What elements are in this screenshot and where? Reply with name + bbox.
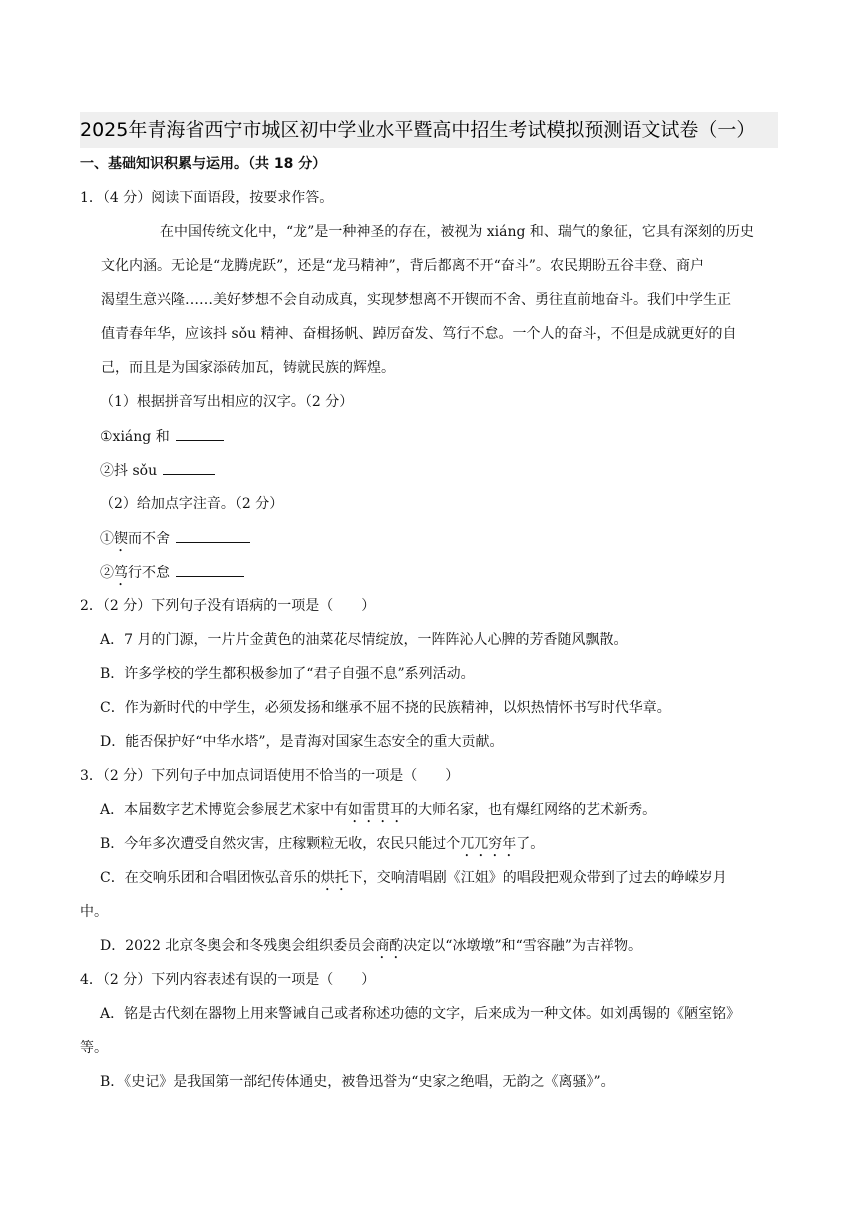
question-2-option-b: B．许多学校的学生都积极参加了“君子自强不息”系列活动。 — [100, 666, 475, 682]
question-3-option-b: B．今年多次遭受自然灾害，庄稼颗粒无收，农民只能过个兀兀穷年了。 — [100, 836, 545, 852]
answer-item-2b: ②笃行不怠 — [100, 562, 244, 589]
answer-blank[interactable] — [176, 562, 244, 577]
question-1-paragraph-line: 渴望生意兴隆……美好梦想不会自动成真，实现梦想离不开锲而不舍、勇往直前地奋斗。我们中学生正 — [101, 292, 731, 308]
dotted-character: 锲 — [114, 531, 128, 547]
question-1-stem: 1．（4 分）阅读下面语段，按要求作答。 — [80, 190, 334, 206]
dotted-phrase: 商酌 — [375, 938, 404, 954]
question-3-option-d: D．2022 北京冬奥会和冬残奥会组织委员会商酌决定以“冰墩墩”和“雪容融”为吉祥物。 — [100, 938, 642, 954]
question-2-stem: 2．（2 分）下列句子没有语病的一项是（ ） — [80, 598, 376, 614]
question-3-stem: 3．（2 分）下列句子中加点词语使用不恰当的一项是（ ） — [80, 768, 460, 784]
dotted-character: 笃 — [114, 565, 128, 581]
question-1-sub-1: （1）根据拼音写出相应的汉字。（2 分） — [100, 394, 354, 410]
answer-prompt: ①xiáng 和 — [100, 429, 170, 445]
answer-prompt: ②抖 sǒu — [100, 463, 158, 479]
question-3-option-a: A．本届数字艺术博览会参展艺术家中有如雷贯耳的大师名家，也有爆红网络的艺术新秀。 — [100, 802, 657, 818]
dotted-phrase: 如雷贯耳 — [348, 802, 405, 818]
question-1-paragraph-line: 在中国传统文化中，“龙”是一种神圣的存在，被视为 xiáng 和、瑞气的象征，它具有深刻的历史 — [160, 224, 754, 240]
question-1-paragraph-line: 文化内涵。无论是“龙腾虎跃”，还是“龙马精神”，背后都离不开“奋斗”。农民期盼五谷丰登、商户 — [101, 258, 704, 274]
question-2-option-c: C．作为新时代的中学生，必须发扬和继承不屈不挠的民族精神，以炽热情怀书写时代华章。 — [100, 700, 671, 716]
exam-title: 2025年青海省西宁市城区初中学业水平暨高中招生考试模拟预测语文试卷（一） — [80, 112, 778, 148]
question-1-paragraph-line: 己，而且是为国家添砖加瓦，铸就民族的辉煌。 — [101, 360, 395, 376]
answer-item-1b — [100, 460, 215, 481]
question-2-option-a: A．7 月的门源，一片片金黄色的油菜花尽情绽放，一阵阵沁人心脾的芳香随风飘散。 — [100, 632, 628, 648]
question-4-stem: 4．（2 分）下列内容表述有误的一项是（ ） — [80, 972, 376, 988]
answer-blank[interactable] — [163, 460, 215, 475]
question-3-option-c: C．在交响乐团和合唱团恢弘音乐的烘托下，交响清唱剧《江姐》的唱段把观众带到了过去的峥嵘岁月 — [100, 870, 727, 886]
question-2-option-d: D．能否保护好“中华水塔”，是青海对国家生态安全的重大贡献。 — [100, 734, 504, 750]
question-4-option-b: B．《史记》是我国第一部纪传体通史，被鲁迅誉为“史家之绝唱，无韵之《离骚》”。 — [100, 1074, 615, 1090]
question-1-paragraph-line: 值青春年华，应该抖 sǒu 精神、奋楫扬帆、踔厉奋发、笃行不怠。一个人的奋斗，不但是成就更好的自 — [101, 326, 737, 342]
question-4-option-a: A．铭是古代刻在器物上用来警诫自己或者称述功德的文字，后来成为一种文体。如刘禹锡的《陋室铭》 — [100, 1006, 741, 1022]
section-heading: 一、基础知识积累与运用。（共 18 分） — [80, 156, 327, 172]
question-3-option-c-continued: 中。 — [80, 904, 108, 920]
answer-blank[interactable] — [176, 426, 224, 441]
answer-blank[interactable] — [176, 528, 250, 543]
dotted-phrase: 烘托 — [320, 870, 349, 886]
dotted-phrase: 兀兀穷年 — [460, 836, 517, 852]
question-1-sub-2: （2）给加点字注音。（2 分） — [100, 496, 284, 512]
answer-item-1a — [100, 426, 224, 447]
question-4-option-a-continued: 等。 — [80, 1040, 108, 1056]
answer-item-2a: ①锲而不舍 — [100, 528, 250, 555]
